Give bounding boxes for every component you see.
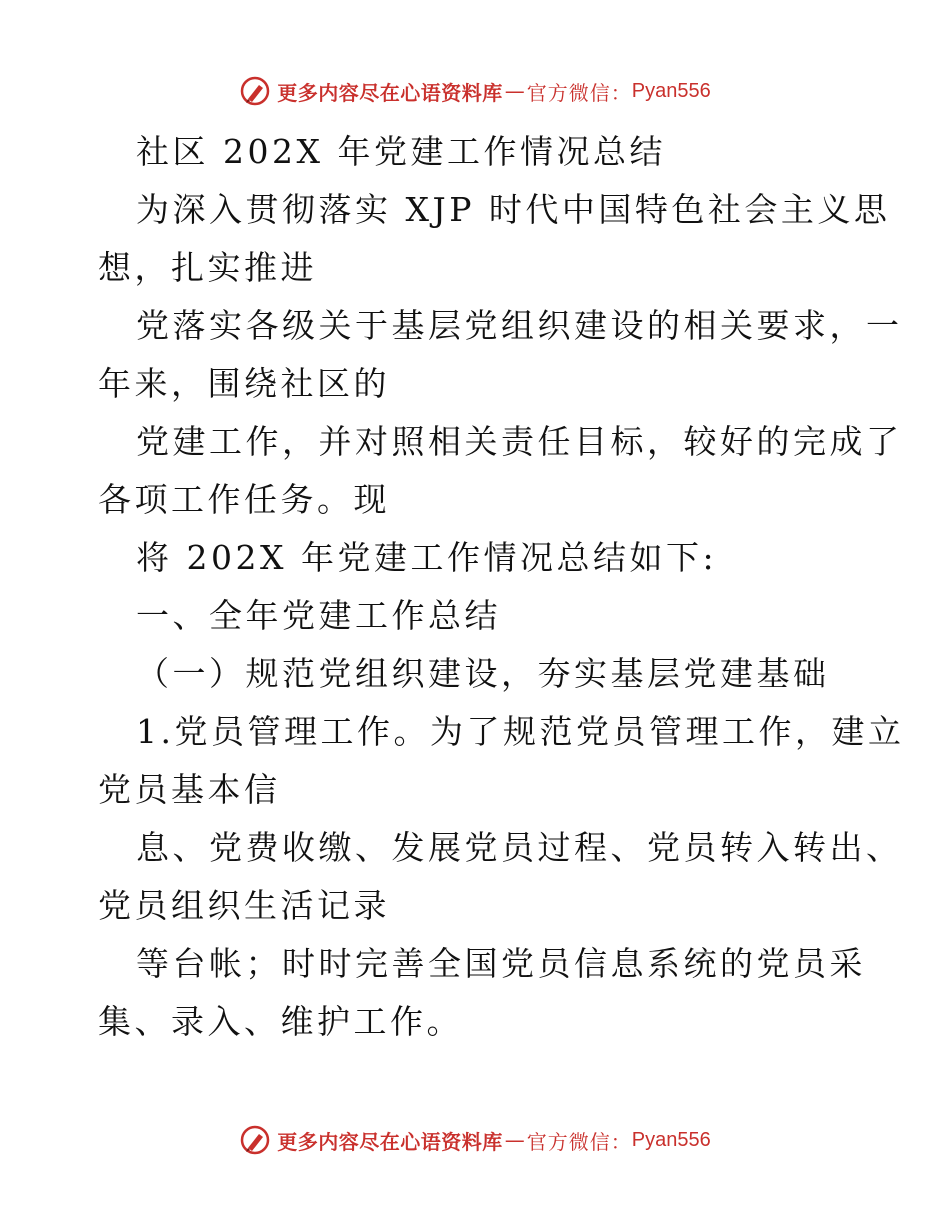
paragraph-line: 党建工作，并对照相关责任目标，较好的完成了 xyxy=(136,422,903,461)
section-heading: 一、全年党建工作总结 xyxy=(136,596,501,635)
paragraph-line: 等台帐；时时完善全国党员信息系统的党员采 xyxy=(136,944,866,983)
paragraph-line: 各项工作任务。现 xyxy=(98,480,390,519)
paragraph-line: 将 202X 年党建工作情况总结如下: xyxy=(136,538,718,577)
paragraph-line: 息、党费收缴、发展党员过程、党员转入转出、 xyxy=(136,828,903,867)
banner-wechat-id: Pyan556 xyxy=(631,1128,711,1151)
paragraph-line: 想，扎实推进 xyxy=(98,248,317,287)
header-watermark-banner xyxy=(0,71,950,111)
banner-main-text: 更多内容尽在心语资料库 xyxy=(277,1129,503,1154)
paragraph-line: 党落实各级关于基层党组织建设的相关要求，一 xyxy=(136,306,903,345)
paragraph-line: 党员基本信 xyxy=(98,770,281,809)
paragraph-line: 年来，围绕社区的 xyxy=(98,364,390,403)
banner-main-text: 更多内容尽在心语资料库 xyxy=(277,80,503,105)
banner-wechat-id: Pyan556 xyxy=(631,79,711,102)
pen-logo-icon xyxy=(239,75,271,107)
banner-wechat-label: 官方微信： xyxy=(526,80,632,105)
subsection-heading: （一）规范党组织建设，夯实基层党建基础 xyxy=(136,654,830,693)
paragraph-line: 1.党员管理工作。为了规范党员管理工作，建立 xyxy=(136,712,905,751)
document-title: 社区 202X 年党建工作情况总结 xyxy=(136,132,666,171)
banner-dash: — xyxy=(504,1128,525,1152)
banner-dash: — xyxy=(504,79,525,103)
banner-wechat-label: 官方微信： xyxy=(526,1129,632,1154)
pen-logo-icon xyxy=(239,1124,271,1156)
paragraph-line: 党员组织生活记录 xyxy=(98,886,390,925)
paragraph-line: 为深入贯彻落实 XJP 时代中国特色社会主义思 xyxy=(136,190,891,229)
document-body xyxy=(98,123,905,1051)
paragraph-line: 集、录入、维护工作。 xyxy=(98,1002,463,1041)
footer-watermark-banner xyxy=(0,1120,950,1160)
